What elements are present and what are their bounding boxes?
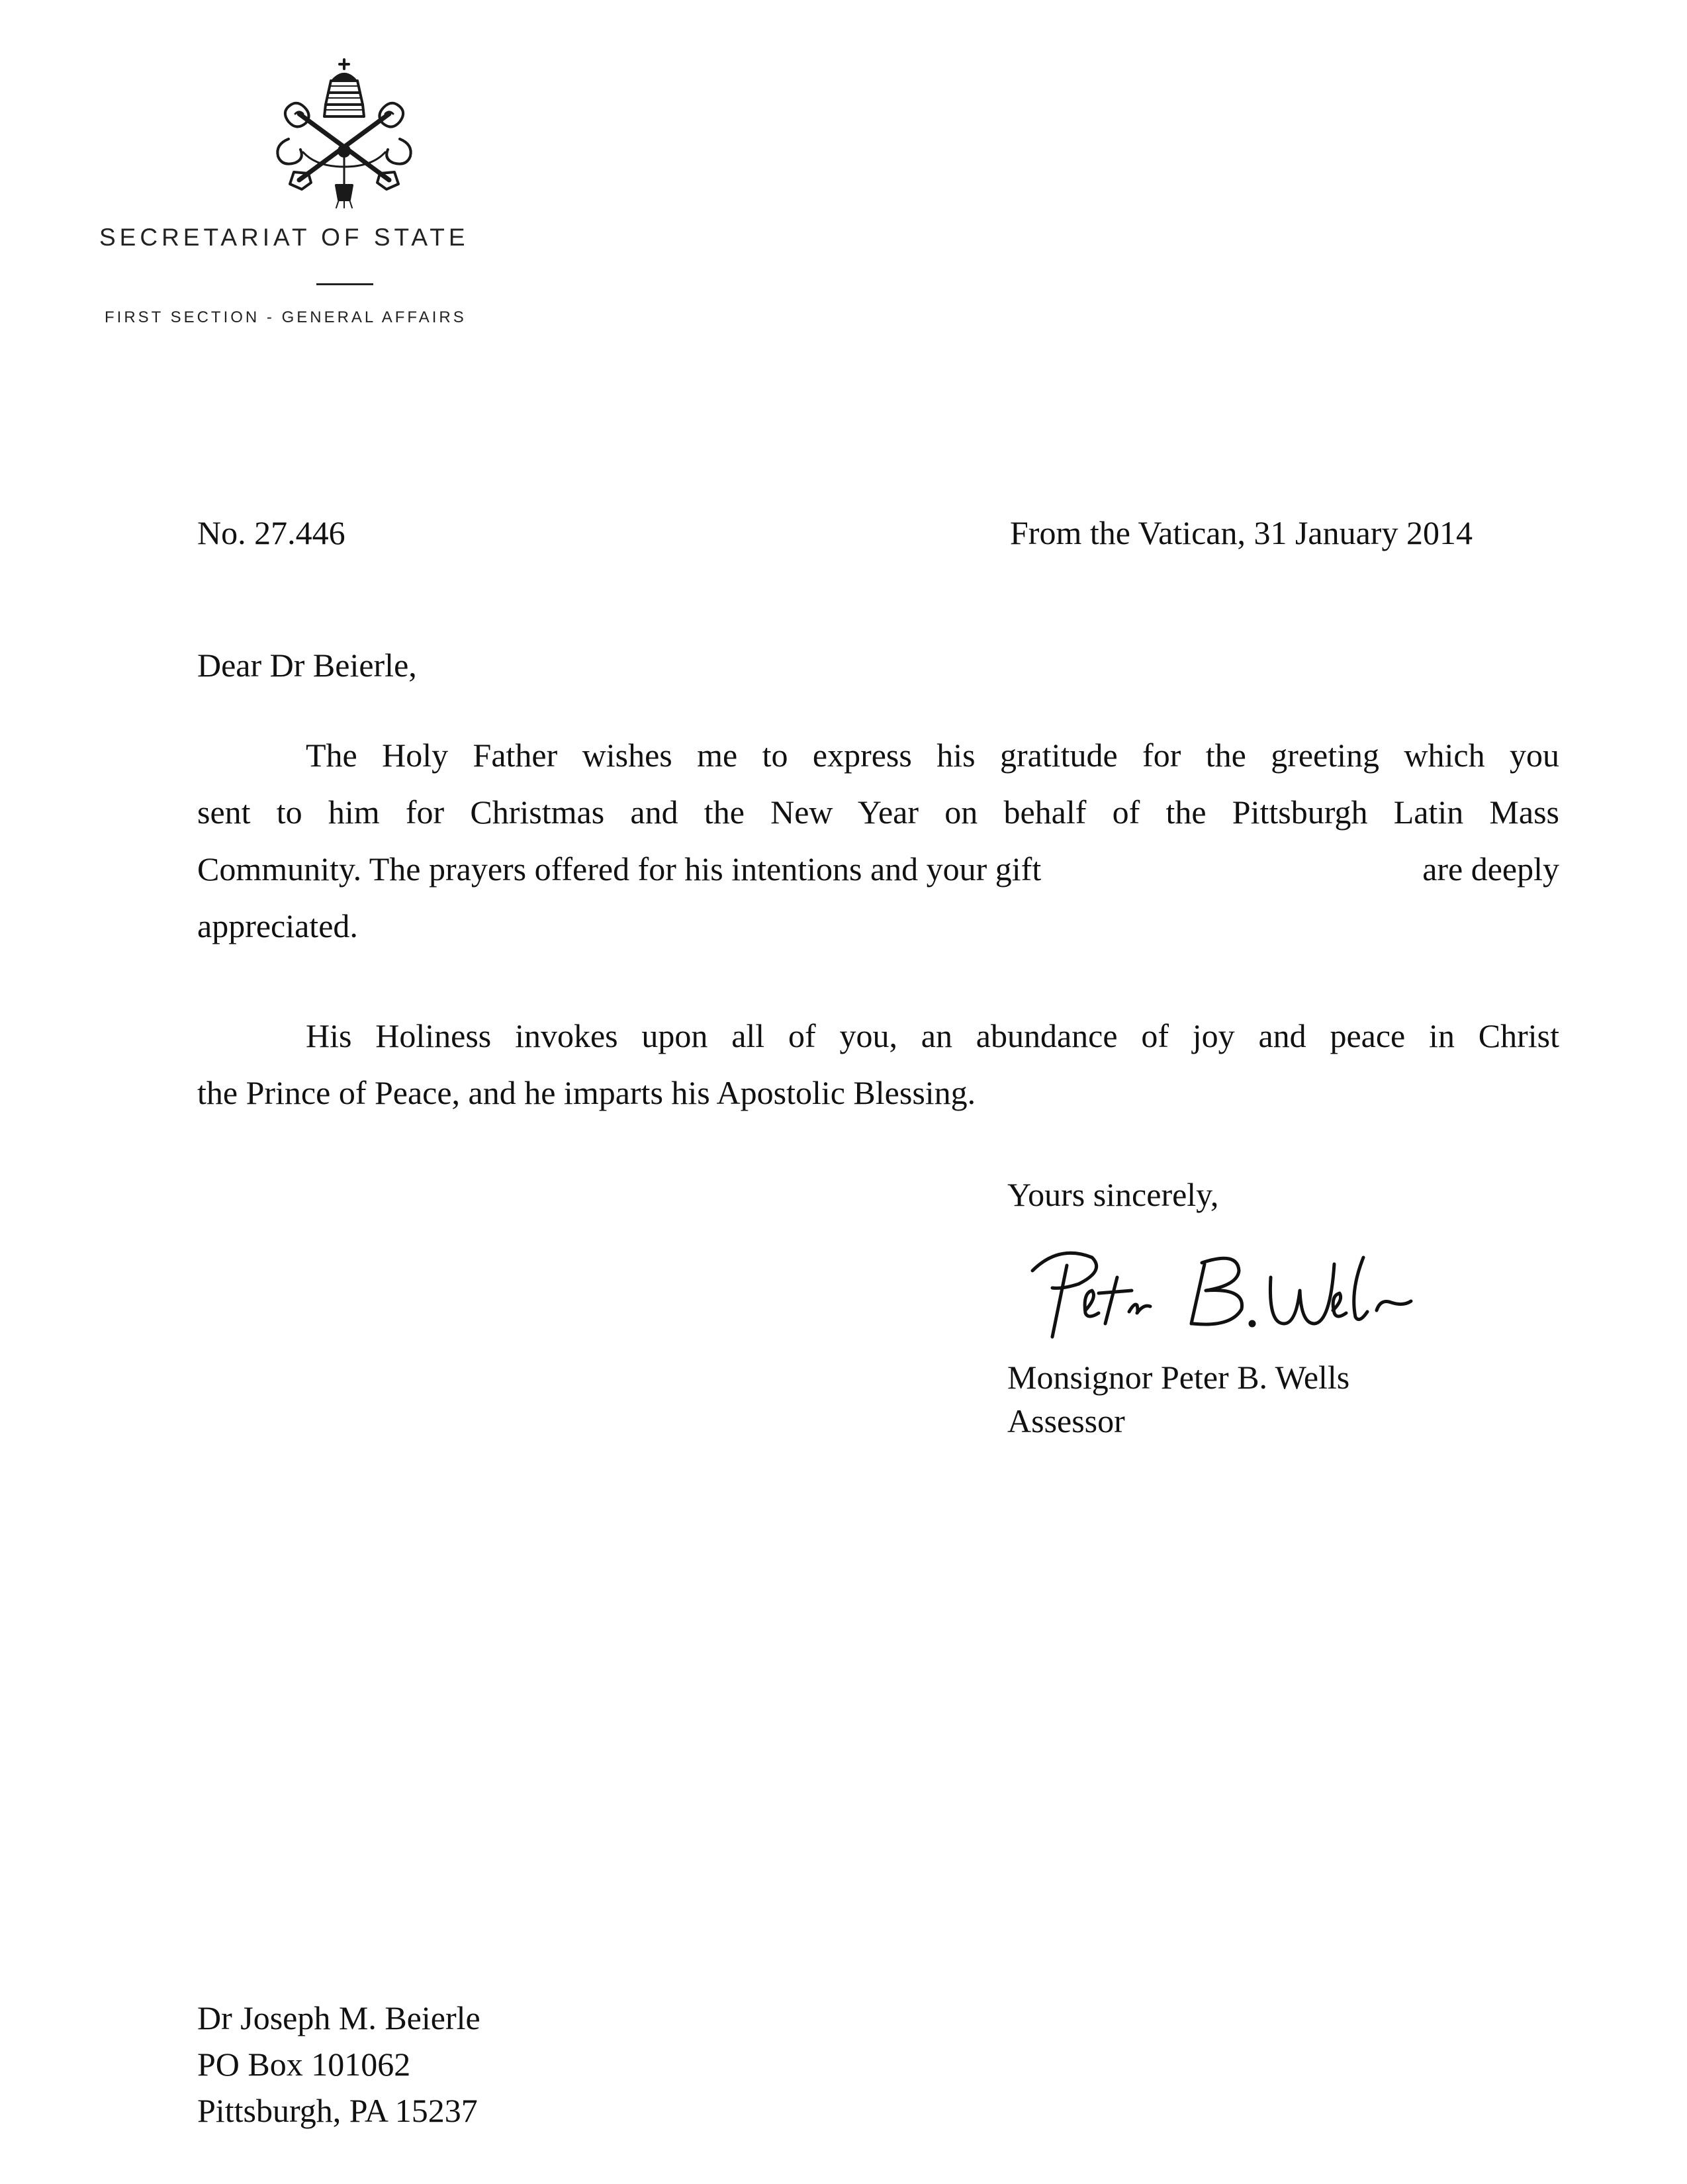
dateline: From the Vatican, 31 January 2014 [1010, 514, 1473, 551]
closing: Yours sincerely, [1007, 1176, 1219, 1213]
paragraph-line: sent to him for Christmas and the New Year on behalf of the Pittsburgh Latin Mass [197, 794, 1559, 831]
letterhead-subtitle: FIRST SECTION - GENERAL AFFAIRS [105, 308, 467, 326]
paragraph-line-segment: are deeply [1422, 850, 1559, 887]
recipient-address [197, 1995, 480, 2134]
paragraph-line: the Prince of Peace, and he imparts his Apostolic Blessing. [197, 1074, 976, 1111]
paragraph-line: The Holy Father wishes me to express his gratitude for the greeting which you [306, 737, 1559, 774]
body-paragraph-2 [197, 1007, 1559, 1121]
papal-crest-icon [265, 53, 424, 212]
reference-number: No. 27.446 [197, 514, 345, 551]
signer-name: Monsignor Peter B. Wells [1007, 1359, 1350, 1396]
recipient-address-line-1: PO Box 101062 [197, 2046, 411, 2083]
paragraph-line [197, 841, 1559, 897]
body-paragraph-1 [197, 727, 1559, 954]
letterhead-title: SECRETARIAT OF STATE [99, 224, 469, 251]
paragraph-line: appreciated. [197, 907, 358, 944]
recipient-name: Dr Joseph M. Beierle [197, 1999, 480, 2036]
handwritten-signature [1006, 1224, 1416, 1343]
paragraph-line-segment: Community. The prayers offered for his intentions and your gift [197, 850, 1042, 887]
signer-title: Assessor [1007, 1402, 1125, 1439]
paragraph-line: His Holiness invokes upon all of you, an abundance of joy and peace in Christ [306, 1017, 1559, 1054]
salutation: Dear Dr Beierle, [197, 647, 417, 684]
letterhead-divider [316, 283, 373, 285]
recipient-address-line-2: Pittsburgh, PA 15237 [197, 2092, 478, 2129]
